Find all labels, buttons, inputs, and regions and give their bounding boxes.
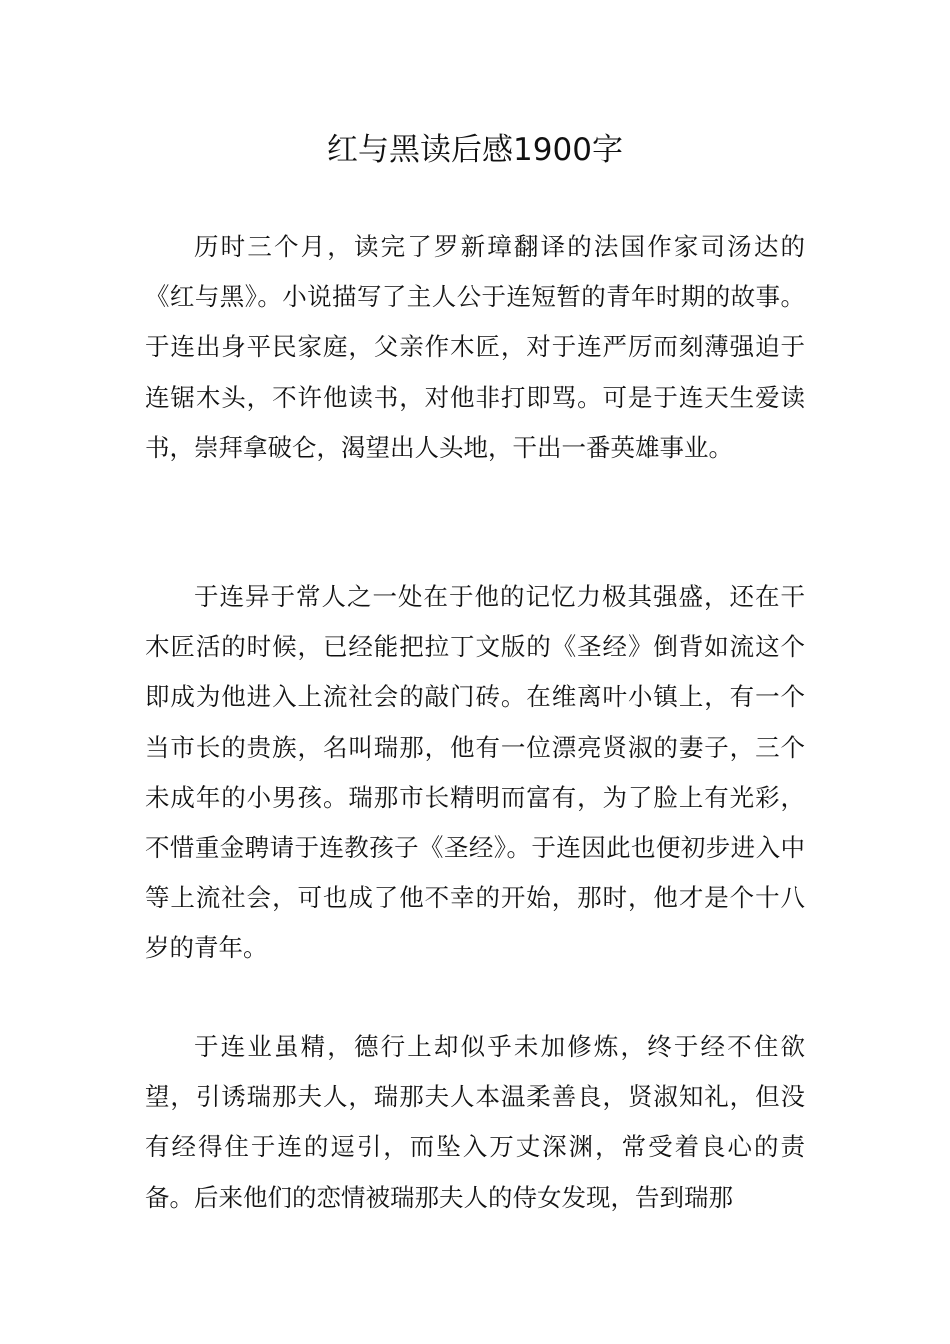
paragraph-3: 于连业虽精，德行上却似乎未加修炼，终于经不住欲望，引诱瑞那夫人，瑞那夫人本温柔善良，贤淑知礼，但没有经得住于连的逗引，而坠入万丈深渊，常受着良心的责备。后来他们的恋情被瑞那夫人的侍女发现，告到瑞那: [145, 1032, 805, 1212]
paragraph-2: 于连异于常人之一处在于他的记忆力极其强盛，还在干木匠活的时候，已经能把拉丁文版的《圣经》倒背如流这个即成为他进入上流社会的敲门砖。在维离叶小镇上，有一个当市长的贵族，名叫瑞那，他有一位漂亮贤淑的妻子，三个未成年的小男孩。瑞那市长精明而富有，为了脸上有光彩，不惜重金聘请于连教孩子《圣经》。于连因此也便初步进入中等上流社会，可也成了他不幸的开始，那时，他才是个十八岁的青年。: [145, 582, 805, 963]
document-title: 红与黑读后感1900字: [327, 132, 623, 168]
paragraph-1: 历时三个月，读完了罗新璋翻译的法国作家司汤达的《红与黑》。小说描写了主人公于连短暂的青年时期的故事。于连出身平民家庭，父亲作木匠，对于连严厉而刻薄强迫于连锯木头，不许他读书，对他非打即骂。可是于连天生爱读书，崇拜拿破仑，渴望出人头地，干出一番英雄事业。: [145, 232, 805, 462]
